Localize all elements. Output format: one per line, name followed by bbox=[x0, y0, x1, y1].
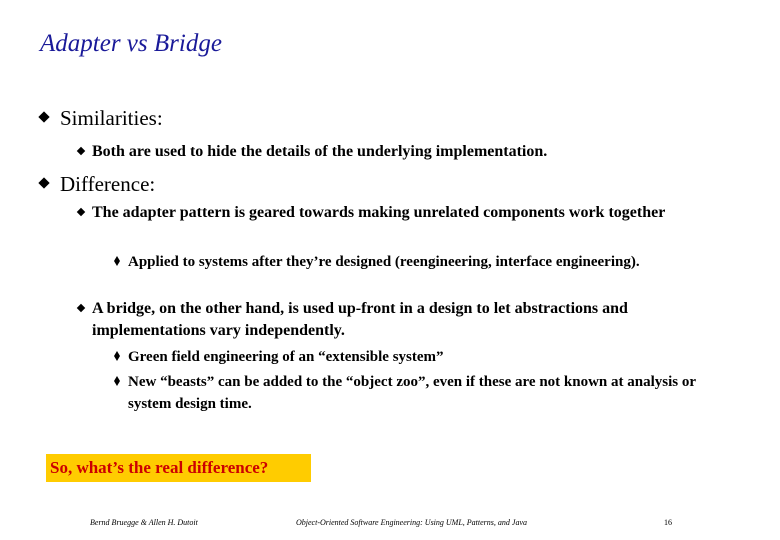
bullet-item bbox=[92, 202, 702, 224]
sub-bullet-text: Applied to systems after they’re designed (reengineering, interface engineering). bbox=[128, 254, 640, 270]
section-similarities bbox=[60, 106, 163, 131]
bullet-text: Both are used to hide the details of the underlying implementation. bbox=[92, 143, 548, 160]
section-difference bbox=[60, 172, 155, 197]
callout-question: So, what’s the real difference? bbox=[46, 454, 311, 482]
sub-bullet-text: New “beasts” can be added to the “object zoo”, even if these are not known at analysis or system design time. bbox=[128, 374, 696, 412]
sub-bullet-item bbox=[128, 371, 738, 415]
diamond-bullet-icon bbox=[77, 304, 85, 312]
diamond-bullet-icon bbox=[77, 147, 85, 155]
diamond-bullet-icon bbox=[77, 208, 85, 216]
bullet-item bbox=[92, 298, 740, 342]
slide-title: Adapter vs Bridge bbox=[40, 30, 222, 57]
sub-bullet-item bbox=[128, 251, 668, 273]
bullet-item bbox=[92, 141, 732, 163]
footer-book-title: Object-Oriented Software Engineering: Using UML, Patterns, and Java bbox=[296, 518, 527, 527]
bullet-text: A bridge, on the other hand, is used up-front in a design to let abstractions and implementations vary independently. bbox=[92, 300, 628, 339]
footer-authors: Bernd Bruegge & Allen H. Dutoit bbox=[90, 518, 198, 527]
bullet-text: The adapter pattern is geared towards making unrelated components work together bbox=[92, 204, 666, 221]
page-number: 16 bbox=[664, 518, 672, 527]
section-heading: Difference: bbox=[60, 172, 156, 196]
sub-bullet-text: Green field engineering of an “extensible system” bbox=[128, 349, 444, 365]
double-arrow-bullet-icon bbox=[114, 351, 120, 362]
diamond-bullet-icon bbox=[38, 111, 49, 122]
sub-bullet-item bbox=[128, 346, 738, 368]
double-arrow-bullet-icon bbox=[114, 376, 120, 387]
diamond-bullet-icon bbox=[38, 177, 49, 188]
double-arrow-bullet-icon bbox=[114, 256, 120, 267]
section-heading: Similarities: bbox=[60, 106, 163, 130]
